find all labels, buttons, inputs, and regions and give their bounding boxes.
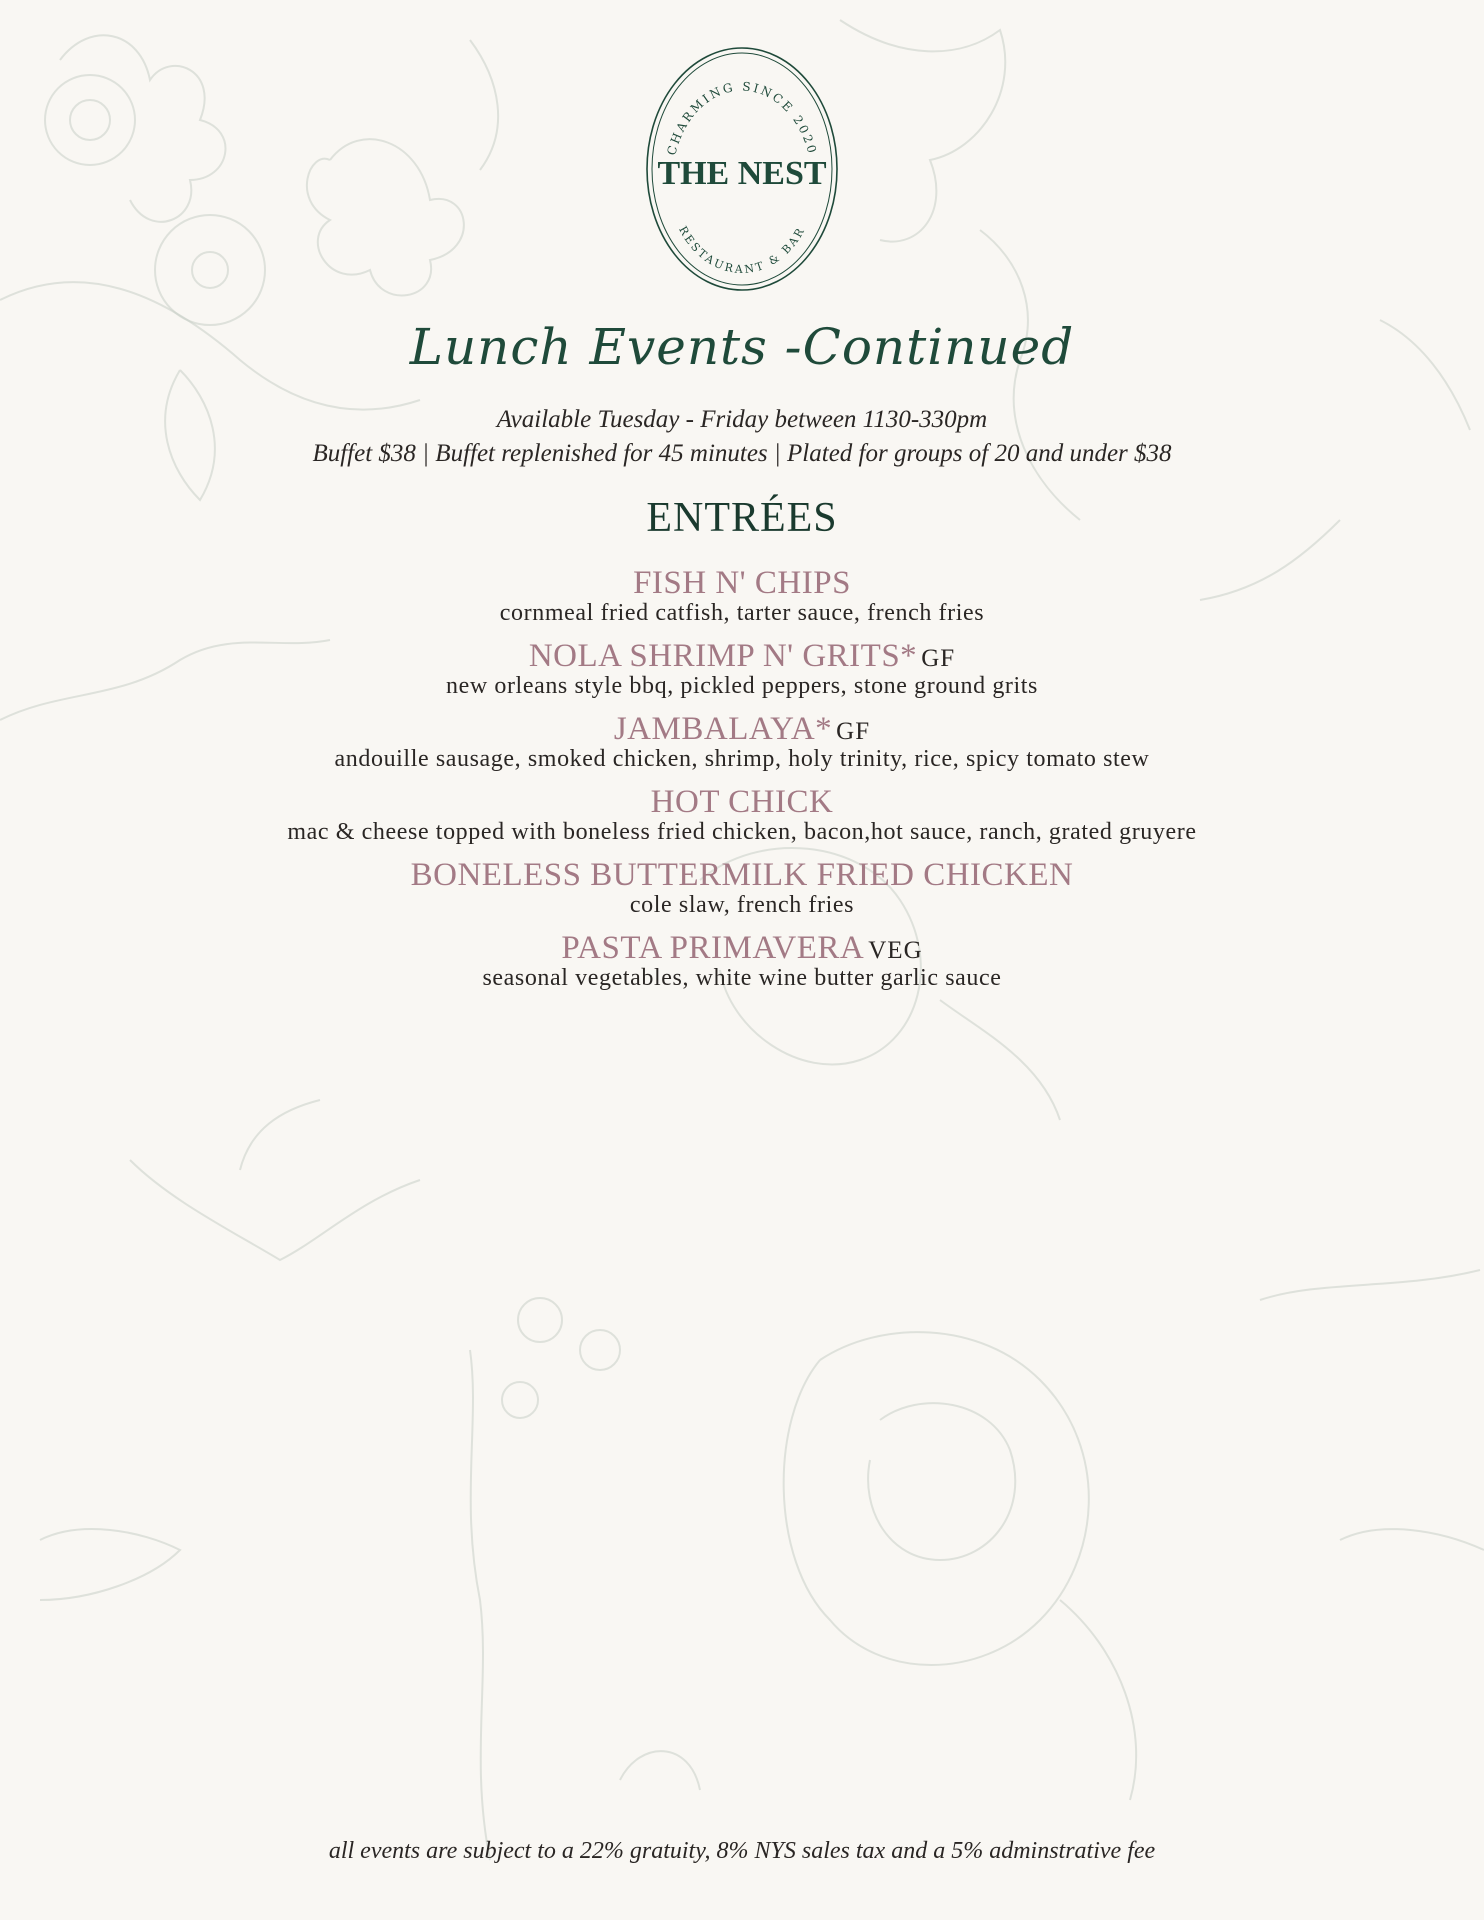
- menu-item: [0, 785, 1484, 858]
- page-title: Lunch Events -Continued: [409, 318, 1075, 376]
- menu-item-description: andouille sausage, smoked chicken, shrimp, holy trinity, rice, spicy tomato stew: [334, 746, 1150, 772]
- menu-item-name: HOT CHICK: [650, 784, 834, 820]
- pricing-text: Buffet $38 | Buffet replenished for 45 minutes | Plated for groups of 20 and under $38: [312, 440, 1172, 467]
- nest-logo: [645, 46, 839, 292]
- svg-text:THE NEST: THE NEST: [657, 155, 827, 192]
- menu-item: [0, 639, 1484, 712]
- menu-item-tag: GF: [921, 645, 956, 672]
- menu-item-description: cornmeal fried catfish, tarter sauce, french fries: [499, 600, 985, 626]
- menu-item: [0, 858, 1484, 931]
- menu-item-description: new orleans style bbq, pickled peppers, stone ground grits: [445, 673, 1038, 699]
- svg-text:RESTAURANT & BAR: RESTAURANT & BAR: [676, 224, 808, 277]
- menu-item-name: NOLA SHRIMP N' GRITS*: [528, 638, 918, 674]
- menu-item-description: mac & cheese topped with boneless fried chicken, bacon,hot sauce, ranch, grated gruyere: [287, 819, 1197, 845]
- menu-item-tag: GF: [836, 718, 871, 745]
- svg-text:CHARMING SINCE 2020: CHARMING SINCE 2020: [664, 79, 820, 157]
- menu-item-name: BONELESS BUTTERMILK FRIED CHICKEN: [410, 857, 1074, 893]
- menu-item-name: FISH N' CHIPS: [633, 565, 851, 601]
- menu-item: [0, 712, 1484, 785]
- menu-item-description: seasonal vegetables, white wine butter garlic sauce: [482, 965, 1002, 991]
- menu-item: [0, 931, 1484, 1004]
- menu-item-description: cole slaw, french fries: [629, 892, 855, 918]
- footer-note: all events are subject to a 22% gratuity, 8% NYS sales tax and a 5% adminstrative fee: [328, 1838, 1156, 1864]
- menu-item-tag: VEG: [868, 937, 923, 964]
- availability-text: Available Tuesday - Friday between 1130-330pm: [496, 406, 988, 433]
- entree-list: [0, 566, 1484, 1004]
- menu-item-name: PASTA PRIMAVERA: [561, 930, 865, 966]
- section-title-entrees: ENTRÉES: [646, 495, 838, 541]
- menu-item-name: JAMBALAYA*: [613, 711, 833, 747]
- menu-item: [0, 566, 1484, 639]
